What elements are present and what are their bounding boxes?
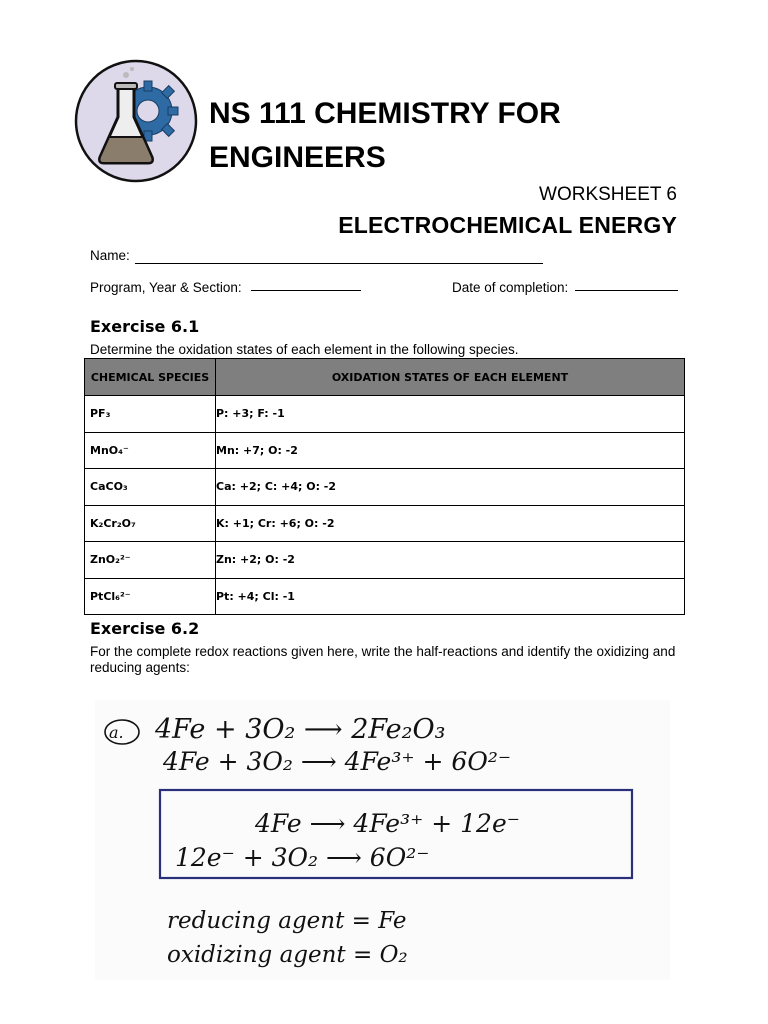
program-label: Program, Year & Section: (90, 280, 242, 295)
reducing-agent-answer: reducing agent = Fe (167, 908, 407, 934)
states-cell: Zn: +2; O: -2 (216, 542, 685, 579)
date-label: Date of completion: (452, 280, 569, 295)
name-field[interactable] (135, 263, 543, 264)
species-cell: ZnO₂²⁻ (85, 542, 216, 579)
answer-marker: a. (109, 723, 124, 742)
table-header-row (85, 359, 685, 396)
species-cell: CaCO₃ (85, 469, 216, 506)
table-row (85, 578, 685, 615)
half-reaction-oxidation: 4Fe ⟶ 4Fe³⁺ + 12e⁻ (255, 809, 520, 838)
program-field[interactable] (251, 290, 361, 291)
table-row (85, 505, 685, 542)
states-cell: K: +1; Cr: +6; O: -2 (216, 505, 685, 542)
column-header-states: OXIDATION STATES OF EACH ELEMENT (216, 359, 685, 396)
species-cell: MnO₄⁻ (85, 432, 216, 469)
species-cell: K₂Cr₂O₇ (85, 505, 216, 542)
table-row (85, 542, 685, 579)
exercise-1-instruction: Determine the oxidation states of each element in the following species. (90, 342, 519, 357)
states-cell: P: +3; F: -1 (216, 396, 685, 433)
table-row (85, 432, 685, 469)
species-cell: PtCl₆²⁻ (85, 578, 216, 615)
name-label: Name: (90, 248, 130, 263)
column-header-species: CHEMICAL SPECIES (85, 359, 216, 396)
states-cell: Ca: +2; C: +4; O: -2 (216, 469, 685, 506)
date-field[interactable] (575, 290, 678, 291)
handwritten-answer (95, 700, 670, 980)
course-title: NS 111 CHEMISTRY FOR ENGINEERS (209, 97, 561, 174)
states-cell: Pt: +4; Cl: -1 (216, 578, 685, 615)
table-row (85, 396, 685, 433)
table-row (85, 469, 685, 506)
equation-ionic: 4Fe + 3O₂ ⟶ 4Fe³⁺ + 6O²⁻ (163, 747, 512, 776)
exercise-2-instruction: For the complete redox reactions given here, write the half-reactions and identify the oxidizing and reducing agents: (90, 644, 676, 675)
species-cell: PF₃ (85, 396, 216, 433)
oxidation-states-table (84, 358, 685, 615)
exercise-2-heading: Exercise 6.2 (90, 619, 200, 638)
worksheet-subject: ELECTROCHEMICAL ENERGY (338, 212, 677, 238)
worksheet-number: WORKSHEET 6 (539, 184, 677, 205)
half-reaction-reduction: 12e⁻ + 3O₂ ⟶ 6O²⁻ (175, 843, 430, 872)
oxidizing-agent-answer: oxidizing agent = O₂ (167, 942, 408, 968)
flask-gear-logo-icon (74, 59, 198, 183)
equation-balanced: 4Fe + 3O₂ ⟶ 2Fe₂O₃ (155, 714, 446, 745)
states-cell: Mn: +7; O: -2 (216, 432, 685, 469)
exercise-1-heading: Exercise 6.1 (90, 317, 200, 336)
